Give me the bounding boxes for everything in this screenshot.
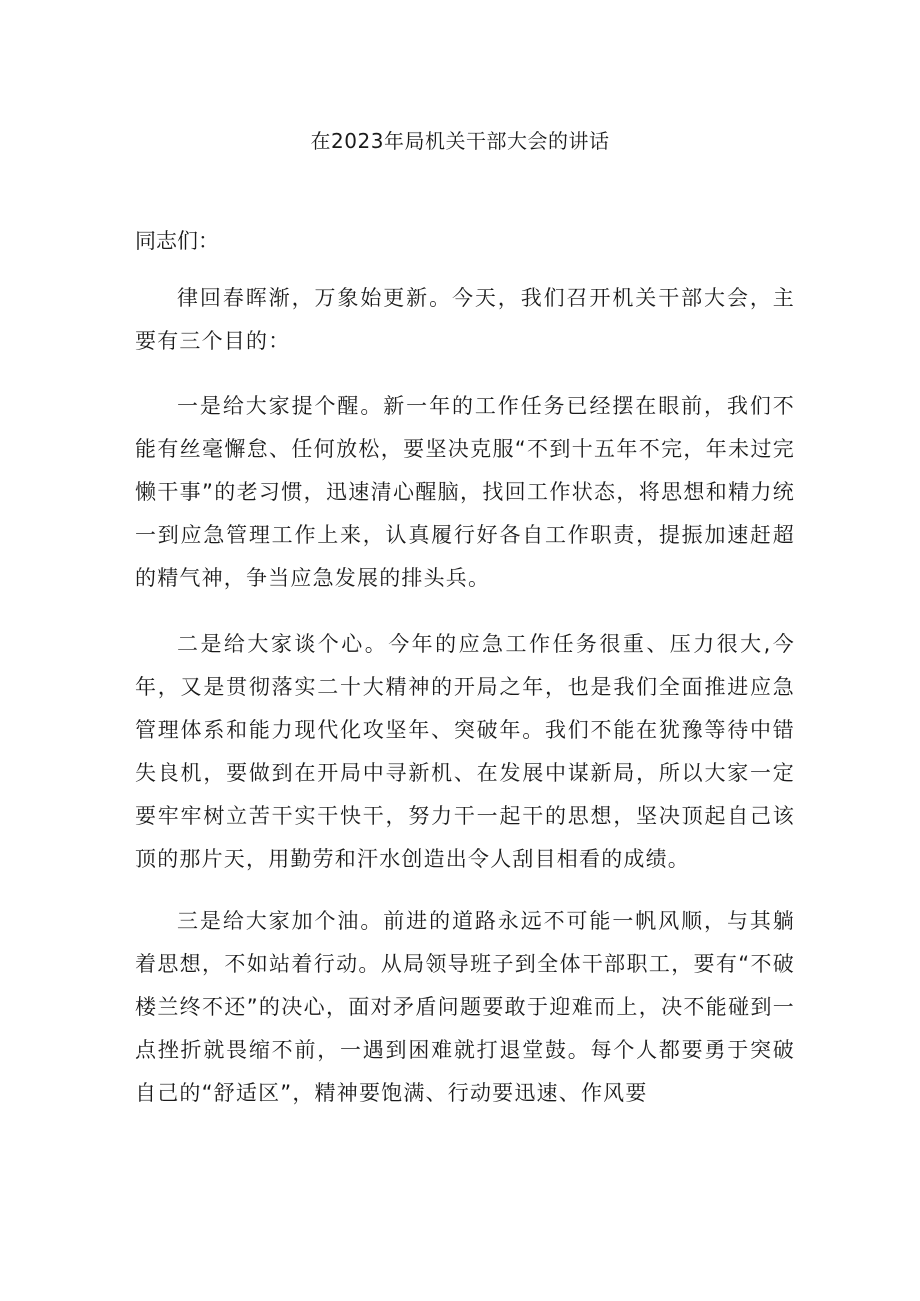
paragraph-intro: 律回春晖渐，万象始更新。今天，我们召开机关干部大会，主要有三个目的： — [135, 286, 795, 353]
salutation: 同志们： — [135, 229, 219, 253]
paragraph-first-point: 一是给大家提个醒。新一年的工作任务已经摆在眼前，我们不能有丝毫懈怠、任何放松，要坚决克服“不到十五年不完，年未过完懒干事”的老习惯，迅速清心醒脑，找回工作状态，将思想和精力统一到应急管理工作上来，认真履行好各自工作职责，提振加速赶超的精气神，争当应急发展的排头兵。 — [135, 394, 795, 590]
document-title: 在2023年局机关干部大会的讲话 — [310, 129, 610, 153]
paragraph-third-point: 三是给大家加个油。前进的道路永远不可能一帆风顺，与其躺着思想，不如站着行动。从局领导班子到全体干部职工，要有“不破楼兰终不还”的决心，面对矛盾问题要敢于迎难而上，决不能碰到一点挫折就畏缩不前，一遇到困难就打退堂鼓。每个人都要勇于突破自己的“舒适区”，精神要饱满、行动要迅速、作风要 — [135, 909, 795, 1105]
paragraph-second-point: 二是给大家谈个心。今年的应急工作任务很重、压力很大,今年，又是贯彻落实二十大精神的开局之年，也是我们全面推进应急管理体系和能力现代化攻坚年、突破年。我们不能在犹豫等待中错失良机，要做到在开局中寻新机、在发展中谋新局，所以大家一定要牢牢树立苦干实干快干，努力干一起干的思想，坚决顶起自己该顶的那片天，用勤劳和汗水创造出令人刮目相看的成绩。 — [135, 632, 795, 871]
